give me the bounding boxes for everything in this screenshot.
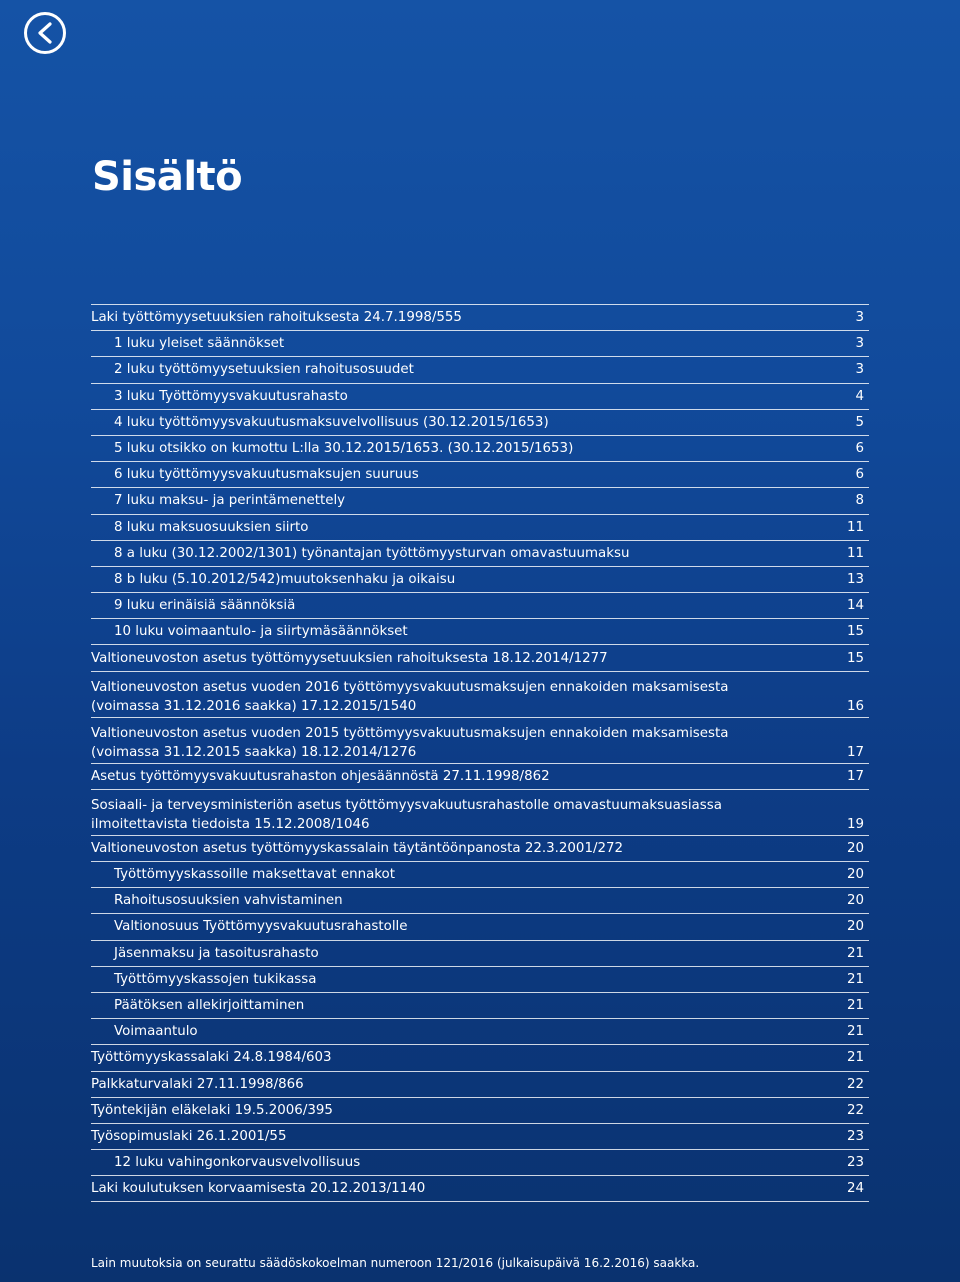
toc-entry-title: 8 a luku (30.12.2002/1301) työnantajan työttömyysturvan omavastuumaksu [114,545,630,561]
table-of-contents [91,304,869,1202]
toc-entry-page: 24 [846,1181,864,1197]
toc-entry-title: Laki työttömyysetuuksien rahoituksesta 24.7.1998/555 [91,310,462,326]
toc-entry[interactable] [91,462,869,488]
toc-entry-page: 22 [846,1102,864,1118]
toc-entry[interactable] [91,1124,869,1150]
back-button[interactable] [24,12,66,54]
toc-entry[interactable] [91,488,869,514]
toc-entry[interactable] [91,967,869,993]
toc-entry-title: Sosiaali- ja terveysministeriön asetus työttömyysvakuutusrahastolle omavastuumaksuasiassa ilmoitettavista tiedoista 15.12.2008/1046 [91,797,722,832]
toc-entry-page: 5 [855,414,864,430]
toc-entry[interactable] [91,1098,869,1124]
toc-entry[interactable] [91,941,869,967]
toc-entry[interactable] [91,1045,869,1071]
toc-entry[interactable] [91,888,869,914]
chevron-left-icon [35,21,55,45]
toc-entry-page: 21 [846,971,864,987]
toc-entry-page: 23 [846,1128,864,1144]
toc-entry-title: 4 luku työttömyysvakuutusmaksuvelvollisuus (30.12.2015/1653) [114,414,549,430]
toc-entry[interactable] [91,436,869,462]
toc-entry-page: 15 [846,624,864,640]
toc-entry[interactable] [91,305,869,331]
toc-entry-page: 6 [855,441,864,457]
toc-entry-title: Työttömyyskassoille maksettavat ennakot [114,867,395,883]
toc-entry[interactable] [91,541,869,567]
toc-entry-title: Valtioneuvoston asetus vuoden 2016 työttömyysvakuutusmaksujen ennakoiden maksamisesta (voimassa 31.12.2016 saakka) 17.12.2015/1540 [91,679,729,714]
toc-entry-title: 2 luku työttömyysetuuksien rahoitusosuudet [114,362,414,378]
toc-entry-title: 6 luku työttömyysvakuutusmaksujen suuruus [114,467,419,483]
toc-entry-title: 8 b luku (5.10.2012/542)muutoksenhaku ja oikaisu [114,571,456,587]
toc-entry[interactable] [91,645,869,671]
toc-entry-title: Palkkaturvalaki 27.11.1998/866 [91,1076,304,1092]
toc-entry-page: 20 [846,840,864,856]
toc-entry-page: 21 [846,1050,864,1066]
toc-entry[interactable] [91,1072,869,1098]
toc-entry-title: 7 luku maksu- ja perintämenettely [114,493,346,509]
toc-entry-title: Työttömyyskassalaki 24.8.1984/603 [91,1050,332,1066]
toc-entry[interactable] [91,718,869,764]
toc-entry-page: 13 [846,571,864,587]
toc-entry-title: Valtioneuvoston asetus työttömyysetuuksien rahoituksesta 18.12.2014/1277 [91,650,608,666]
toc-entry[interactable] [91,862,869,888]
toc-entry-title: Asetus työttömyysvakuutusrahaston ohjesäännöstä 27.11.1998/862 [91,768,550,784]
toc-entry[interactable] [91,384,869,410]
toc-entry-title: 5 luku otsikko on kumottu L:lla 30.12.2015/1653. (30.12.2015/1653) [114,441,574,457]
toc-entry-page: 15 [846,650,864,666]
toc-entry-title: Valtioneuvoston asetus työttömyyskassalain täytäntöönpanosta 22.3.2001/272 [91,840,624,856]
toc-entry-page: 3 [855,310,864,326]
toc-entry-page: 21 [846,945,864,961]
toc-entry-page: 20 [846,867,864,883]
toc-entry[interactable] [91,410,869,436]
toc-entry-page: 6 [855,467,864,483]
toc-entry-page: 3 [855,362,864,378]
toc-entry-page: 22 [846,1076,864,1092]
footnote: Lain muutoksia on seurattu säädöskokoelman numeroon 121/2016 (julkaisupäivä 16.2.2016) saakka. [91,1256,700,1270]
toc-entry[interactable] [91,764,869,790]
toc-entry-page: 17 [846,744,864,760]
toc-entry-title: Valtioneuvoston asetus vuoden 2015 työttömyysvakuutusmaksujen ennakoiden maksamisesta (voimassa 31.12.2015 saakka) 18.12.2014/1276 [91,725,729,760]
toc-entry-page: 19 [846,816,864,832]
toc-entry-title: Jäsenmaksu ja tasoitusrahasto [114,945,319,961]
toc-entry-title: Työntekijän eläkelaki 19.5.2006/395 [91,1102,333,1118]
toc-entry-title: Työsopimuslaki 26.1.2001/55 [91,1128,287,1144]
toc-entry-title: 10 luku voimaantulo- ja siirtymäsäännökset [114,624,408,640]
toc-entry-title: Työttömyyskassojen tukikassa [114,971,317,987]
toc-entry-title: 1 luku yleiset säännökset [114,336,285,352]
toc-entry[interactable] [91,593,869,619]
toc-entry-title: Valtionosuus Työttömyysvakuutusrahastolle [114,919,408,935]
toc-entry[interactable] [91,836,869,862]
toc-entry-title: Rahoitusosuuksien vahvistaminen [114,893,343,909]
toc-entry-page: 20 [846,919,864,935]
toc-entry-page: 11 [846,519,864,535]
toc-entry-page: 3 [855,336,864,352]
toc-entry-page: 21 [846,998,864,1014]
toc-entry-title: 9 luku erinäisiä säännöksiä [114,598,296,614]
toc-entry[interactable] [91,790,869,836]
toc-entry-page: 17 [846,768,864,784]
toc-entry[interactable] [91,567,869,593]
toc-entry-title: 3 luku Työttömyysvakuutusrahasto [114,388,348,404]
toc-entry[interactable] [91,1176,869,1202]
toc-entry-page: 20 [846,893,864,909]
toc-entry-page: 23 [846,1155,864,1171]
toc-entry-page: 21 [846,1024,864,1040]
toc-entry-page: 8 [855,493,864,509]
toc-entry[interactable] [91,619,869,645]
toc-entry-title: Laki koulutuksen korvaamisesta 20.12.2013/1140 [91,1181,426,1197]
toc-entry[interactable] [91,515,869,541]
toc-entry-page: 16 [846,698,864,714]
toc-entry-title: Voimaantulo [114,1024,198,1040]
toc-entry[interactable] [91,672,869,718]
toc-entry-page: 11 [846,545,864,561]
toc-entry-title: Päätöksen allekirjoittaminen [114,998,305,1014]
toc-entry-title: 12 luku vahingonkorvausvelvollisuus [114,1155,361,1171]
toc-entry[interactable] [91,1150,869,1176]
toc-entry[interactable] [91,993,869,1019]
toc-entry-page: 4 [855,388,864,404]
toc-entry[interactable] [91,914,869,940]
toc-entry-title: 8 luku maksuosuuksien siirto [114,519,309,535]
toc-entry[interactable] [91,357,869,383]
toc-entry[interactable] [91,331,869,357]
toc-entry[interactable] [91,1019,869,1045]
toc-entry-page: 14 [846,598,864,614]
page-title: Sisältö [92,154,243,200]
